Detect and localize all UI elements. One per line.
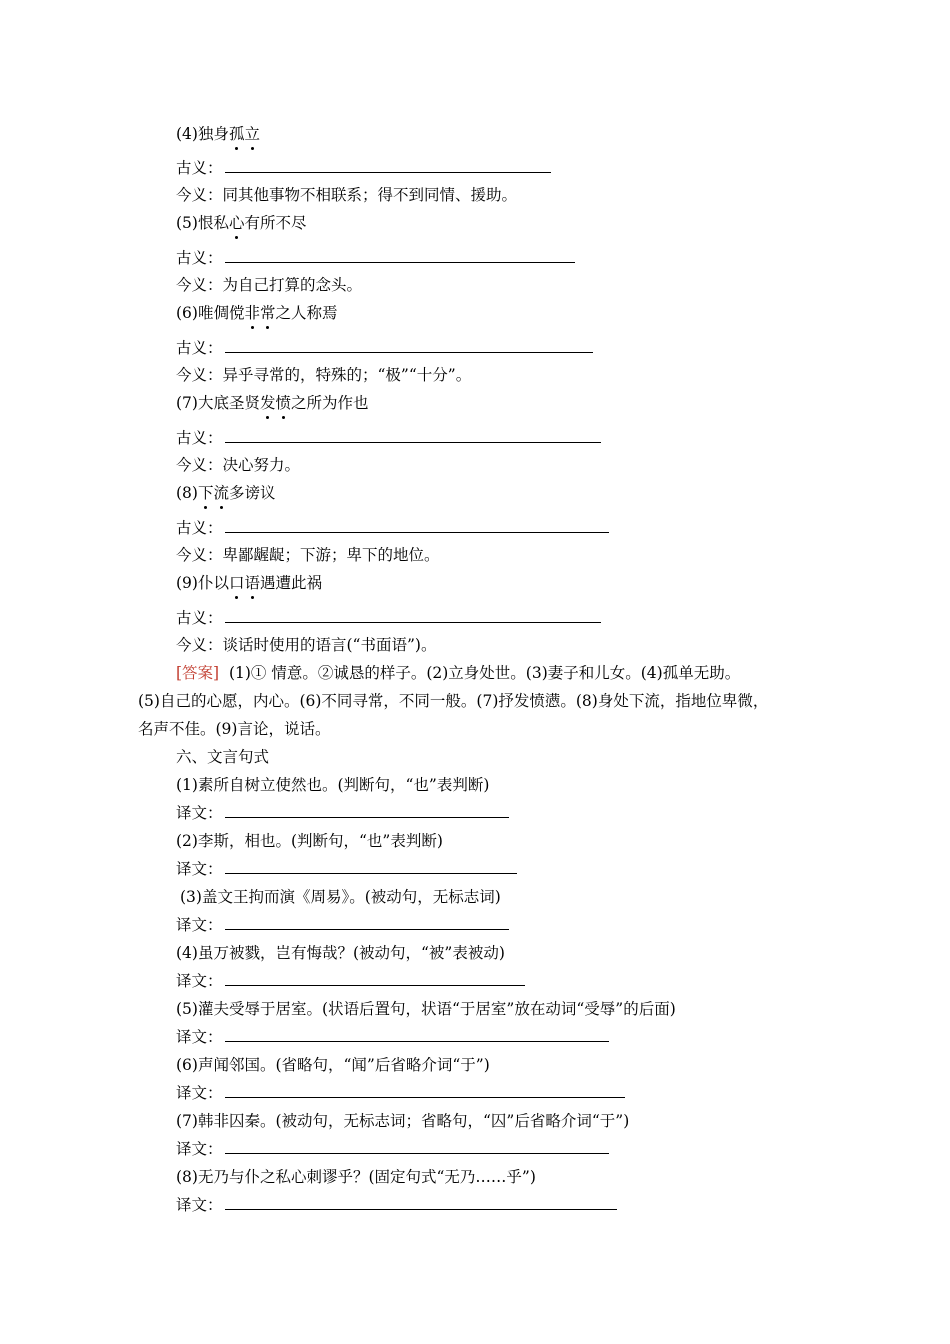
translation-line-4: 译文： xyxy=(176,971,525,991)
word-item-7: (7)大底圣贤发愤之所为作也 xyxy=(176,394,369,412)
translation-blank[interactable] xyxy=(225,1139,609,1154)
sentence-item-5: (5)灌夫受辱于居室。(状语后置句，状语“于居室”放在动词“受辱”的后面) xyxy=(176,1000,676,1018)
translation-blank[interactable] xyxy=(225,1083,625,1098)
dotted-char: 常 xyxy=(259,304,276,322)
word-item-6: (6)唯倜傥非常之人称焉 xyxy=(176,304,338,322)
section-title: 六、文言句式 xyxy=(176,748,270,766)
answer-blank[interactable] xyxy=(225,518,609,533)
ancient-meaning-6: 古义： xyxy=(176,338,593,358)
sentence-item-4: (4)虽万被戮，岂有悔哉？(被动句，“被”表被动) xyxy=(176,944,505,962)
answer-line-3: 名声不佳。(9)言论，说话。 xyxy=(138,720,331,738)
translation-line-8: 译文： xyxy=(176,1195,617,1215)
translation-line-2: 译文： xyxy=(176,859,517,879)
dotted-char: 发 xyxy=(259,394,276,412)
dotted-char: 孤 xyxy=(228,125,245,143)
translation-blank[interactable] xyxy=(225,915,509,930)
translation-line-5: 译文： xyxy=(176,1027,609,1047)
dotted-word xyxy=(229,574,260,592)
ancient-meaning-4: 古义： xyxy=(176,158,551,178)
sentence-item-6: (6)声闻邻国。(省略句，“闻”后省略介词“于”) xyxy=(176,1056,490,1074)
dotted-char: 下 xyxy=(197,484,214,502)
translation-line-1: 译文： xyxy=(176,803,509,823)
sentence-item-3: (3)盖文王拘而演《周易》。(被动句，无标志词) xyxy=(180,888,501,906)
modern-meaning-4: 今义：同其他事物不相联系；得不到同情、援助。 xyxy=(176,186,518,204)
ancient-meaning-5: 古义： xyxy=(176,248,575,268)
modern-meaning-6: 今义：异乎寻常的，特殊的；“极”“十分”。 xyxy=(176,366,472,384)
dotted-char: 口 xyxy=(228,574,245,592)
translation-blank[interactable] xyxy=(225,1195,617,1210)
dotted-char: 心 xyxy=(228,214,245,232)
dotted-word xyxy=(229,214,245,232)
translation-blank[interactable] xyxy=(225,803,509,818)
modern-meaning-5: 今义：为自己打算的念头。 xyxy=(176,276,363,294)
ancient-meaning-7: 古义： xyxy=(176,428,601,448)
answer-line-1: [答案] (1)① 情意。②诚恳的样子。(2)立身处世。(3)妻子和儿女。(4)孤单无助。 xyxy=(176,664,741,682)
dotted-char: 非 xyxy=(244,304,260,322)
translation-line-6: 译文： xyxy=(176,1083,625,1103)
sentence-item-8: (8)无乃与仆之私心刺谬乎？(固定句式“无乃……乎”) xyxy=(176,1168,536,1186)
translation-blank[interactable] xyxy=(225,971,525,986)
dotted-word xyxy=(260,394,291,412)
ancient-meaning-9: 古义： xyxy=(176,608,601,628)
dotted-char: 流 xyxy=(213,484,229,502)
dotted-word xyxy=(244,304,275,322)
translation-line-7: 译文： xyxy=(176,1139,609,1159)
translation-line-3: 译文： xyxy=(176,915,509,935)
sentence-item-1: (1)素所自树立使然也。(判断句，“也”表判断) xyxy=(176,776,490,794)
modern-meaning-9: 今义：谈话时使用的语言(“书面语”)。 xyxy=(176,636,437,654)
answer-blank[interactable] xyxy=(225,608,601,623)
word-item-9: (9)仆以口语遇遭此祸 xyxy=(176,574,323,592)
translation-blank[interactable] xyxy=(225,1027,609,1042)
answer-blank[interactable] xyxy=(225,158,551,173)
answer-blank[interactable] xyxy=(225,338,593,353)
word-item-5: (5)恨私心有所不尽 xyxy=(176,214,307,232)
translation-blank[interactable] xyxy=(225,859,517,874)
dotted-word xyxy=(198,484,229,502)
dotted-word xyxy=(229,125,260,143)
word-item-4: (4)独身孤立 xyxy=(176,125,260,143)
sentence-item-2: (2)李斯，相也。(判断句，“也”表判断) xyxy=(176,832,443,850)
sentence-item-7: (7)韩非囚秦。(被动句，无标志词；省略句，“囚”后省略介词“于”) xyxy=(176,1112,630,1130)
answer-line-2: (5)自己的心愿，内心。(6)不同寻常，不同一般。(7)抒发愤懑。(8)身处下流，指地位卑微， xyxy=(138,692,769,710)
dotted-char: 愤 xyxy=(275,394,291,412)
answer-tag: [答案] xyxy=(176,664,220,682)
answer-blank[interactable] xyxy=(225,428,601,443)
word-item-8: (8)下流多谤议 xyxy=(176,484,276,502)
modern-meaning-7: 今义：决心努力。 xyxy=(176,456,301,474)
dotted-char: 语 xyxy=(244,574,260,592)
modern-meaning-8: 今义：卑鄙龌龊；下游；卑下的地位。 xyxy=(176,546,440,564)
ancient-meaning-8: 古义： xyxy=(176,518,609,538)
answer-blank[interactable] xyxy=(225,248,575,263)
dotted-char: 立 xyxy=(244,125,260,143)
